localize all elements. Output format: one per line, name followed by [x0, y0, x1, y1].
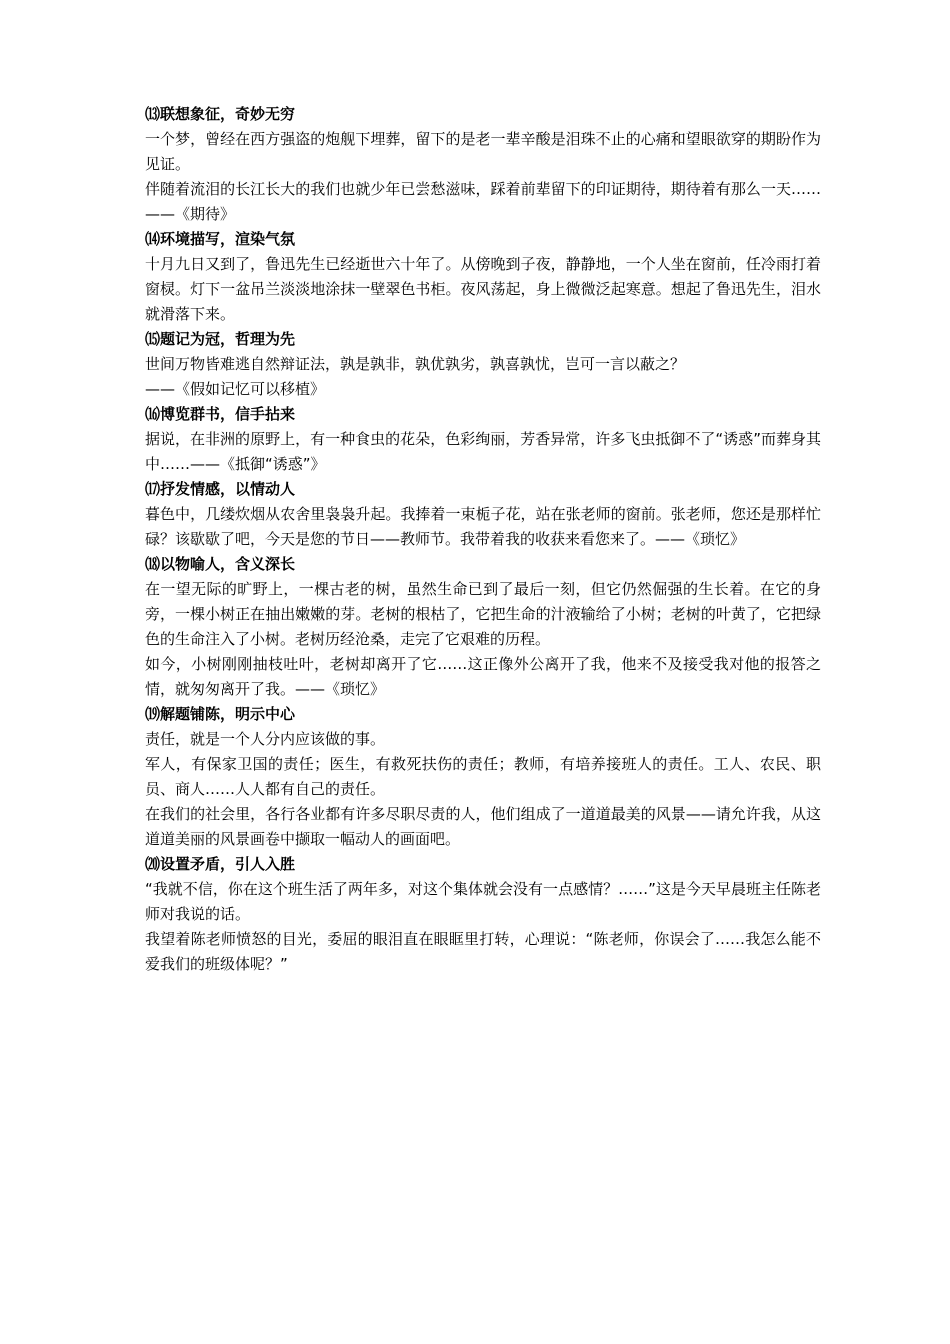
paragraph: 军人，有保家卫国的责任；医生，有救死扶伤的责任；教师，有培养接班人的责任。工人、农民、职员、商人……人人都有自己的责任。	[145, 755, 821, 798]
paragraph: ——《假如记忆可以移植》	[145, 380, 326, 398]
section-17	[145, 477, 821, 552]
section-heading: ⒅以物喻人，含义深长	[145, 555, 296, 573]
paragraph: 在我们的社会里，各行各业都有许多尽职尽责的人，他们组成了一道道最美的风景——请允许我，从这道道美丽的风景画卷中撷取一幅动人的画面吧。	[145, 805, 821, 848]
section-15	[145, 327, 821, 402]
section-heading: ⒀联想象征，奇妙无穷	[145, 105, 296, 123]
section-14	[145, 227, 821, 327]
section-heading: ⒁环境描写，渲染气氛	[145, 230, 296, 248]
section-heading: ⒆解题铺陈，明示中心	[145, 705, 296, 723]
paragraph: 十月九日又到了，鲁迅先生已经逝世六十年了。从傍晚到子夜，静静地，一个人坐在窗前，任冷雨打着窗棂。灯下一盆吊兰淡淡地涂抹一壁翠色书柜。夜风荡起，身上微微泛起寒意。想起了鲁迅先生，泪水就滑落下来。	[145, 255, 821, 323]
paragraph: 暮色中，几缕炊烟从农舍里袅袅升起。我捧着一束栀子花，站在张老师的窗前。张老师，您还是那样忙碌？该歇歇了吧，今天是您的节日——教师节。我带着我的收获来看您来了。——《琐忆》	[145, 505, 821, 548]
section-16	[145, 402, 821, 477]
section-20	[145, 852, 821, 977]
paragraph: 据说，在非洲的原野上，有一种食虫的花朵，色彩绚丽，芳香异常，许多飞虫抵御不了“诱惑”而葬身其中……——《抵御“诱惑”》	[145, 430, 821, 473]
paragraph: 伴随着流泪的长江长大的我们也就少年已尝愁滋味，踩着前辈留下的印证期待，期待着有那么一天……——《期待》	[145, 180, 821, 223]
paragraph: “我就不信，你在这个班生活了两年多，对这个集体就会没有一点感情？……”这是今天早晨班主任陈老师对我说的话。	[145, 880, 821, 923]
section-heading: ⒇设置矛盾，引人入胜	[145, 855, 296, 873]
paragraph: 如今，小树刚刚抽枝吐叶，老树却离开了它……这正像外公离开了我，他来不及接受我对他的报答之情，就匆匆离开了我。——《琐忆》	[145, 655, 821, 698]
section-heading: ⒂题记为冠，哲理为先	[145, 330, 296, 348]
paragraph: 责任，就是一个人分内应该做的事。	[145, 730, 386, 748]
section-heading: ⒃博览群书，信手拈来	[145, 405, 296, 423]
document-body	[145, 102, 821, 977]
section-19	[145, 702, 821, 852]
paragraph: 世间万物皆难逃自然辩证法，孰是孰非，孰优孰劣，孰喜孰忧，岂可一言以蔽之？	[145, 355, 686, 373]
paragraph: 我望着陈老师愤怒的目光，委屈的眼泪直在眼眶里打转，心理说：“陈老师，你误会了……我怎么能不爱我们的班级体呢？”	[145, 930, 821, 973]
section-18	[145, 552, 821, 702]
section-13	[145, 102, 821, 227]
paragraph: 一个梦，曾经在西方强盗的炮舰下埋葬，留下的是老一辈辛酸是泪珠不止的心痛和望眼欲穿的期盼作为见证。	[145, 130, 821, 173]
paragraph: 在一望无际的旷野上，一棵古老的树，虽然生命已到了最后一刻，但它仍然倔强的生长着。在它的身旁，一棵小树正在抽出嫩嫩的芽。老树的根枯了，它把生命的汁液输给了小树；老树的叶黄了，它把绿色的生命注入了小树。老树历经沧桑，走完了它艰难的历程。	[145, 580, 821, 648]
section-heading: ⒄抒发情感，以情动人	[145, 480, 296, 498]
